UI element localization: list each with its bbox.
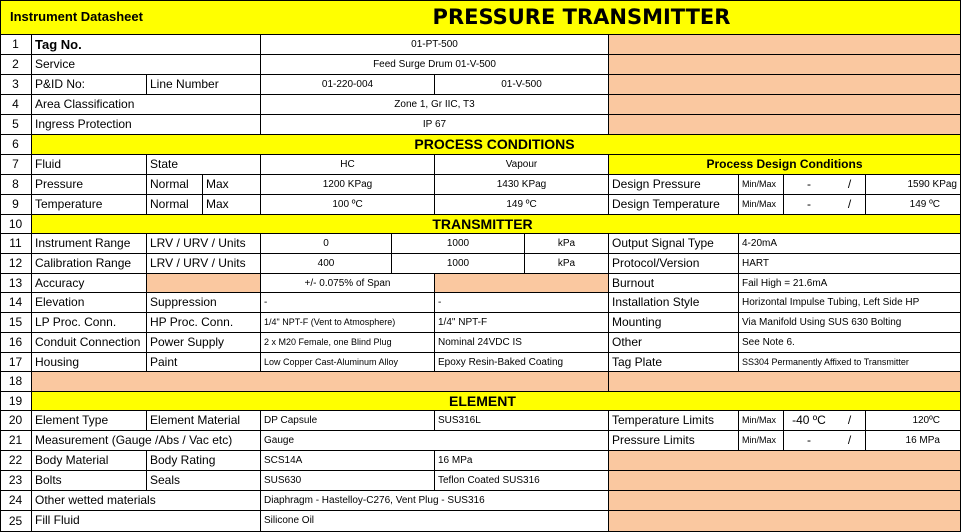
tag-plate-label: Tag Plate — [609, 353, 739, 372]
burnout-value[interactable]: Fail High = 21.6mA — [739, 274, 961, 293]
empty-cell[interactable] — [435, 274, 609, 293]
empty-cell[interactable] — [609, 35, 961, 55]
lp-proc-conn-value[interactable]: 1/4" NPT-F (Vent to Atmosphere) — [261, 313, 435, 333]
pressure-normal-label: Normal — [147, 175, 203, 195]
body-rating-value[interactable]: 16 MPa — [435, 451, 609, 471]
empty-cell[interactable] — [609, 491, 961, 511]
fill-fluid-label: Fill Fluid — [32, 511, 261, 532]
minmax-label: Min/Max — [739, 411, 784, 431]
row-number: 16 — [0, 333, 32, 353]
temperature-normal-value[interactable]: 100 ºC — [261, 195, 435, 215]
design-temperature-min[interactable]: - — [784, 195, 834, 215]
temperature-limits-min[interactable]: -40 ºC — [784, 411, 834, 431]
design-pressure-min[interactable]: - — [784, 175, 834, 195]
separator: / — [834, 195, 866, 215]
ingress-protection-value[interactable]: IP 67 — [261, 115, 609, 135]
pressure-max-value[interactable]: 1430 KPag — [435, 175, 609, 195]
state-label: State — [147, 155, 261, 175]
paint-label: Paint — [147, 353, 261, 372]
hp-proc-conn-value[interactable]: 1/4" NPT-F — [435, 313, 609, 333]
pressure-max-label: Max — [203, 175, 261, 195]
row-number: 3 — [0, 75, 32, 95]
pressure-limits-max[interactable]: 16 MPa — [866, 431, 961, 451]
measurement-value[interactable]: Gauge — [261, 431, 609, 451]
hp-proc-conn-label: HP Proc. Conn. — [147, 313, 261, 333]
tag-no-label: Tag No. — [32, 35, 261, 55]
section-element: ELEMENT — [32, 392, 961, 411]
design-temperature-max[interactable]: 149 ºC — [866, 195, 961, 215]
body-rating-label: Body Rating — [147, 451, 261, 471]
service-label: Service — [32, 55, 261, 75]
line-number-value[interactable]: 01-V-500 — [435, 75, 609, 95]
measurement-label: Measurement (Gauge /Abs / Vac etc) — [32, 431, 261, 451]
design-pressure-max[interactable]: 1590 KPag — [866, 175, 961, 195]
minmax-label: Min/Max — [739, 431, 784, 451]
empty-cell[interactable] — [609, 372, 961, 392]
other-wetted-materials-label: Other wetted materials — [32, 491, 261, 511]
area-classification-label: Area Classification — [32, 95, 261, 115]
pressure-limits-min[interactable]: - — [784, 431, 834, 451]
calibration-range-unit[interactable]: kPa — [525, 254, 609, 274]
temperature-limits-label: Temperature Limits — [609, 411, 739, 431]
installation-style-value[interactable]: Horizontal Impulse Tubing, Left Side HP — [739, 293, 961, 313]
lrv-urv-units-label: LRV / URV / Units — [147, 234, 261, 254]
row-number: 13 — [0, 274, 32, 293]
temperature-limits-max[interactable]: 120ºC — [866, 411, 961, 431]
fill-fluid-value[interactable]: Silicone Oil — [261, 511, 609, 532]
minmax-label: Min/Max — [739, 175, 784, 195]
row-number: 25 — [0, 511, 32, 532]
seals-label: Seals — [147, 471, 261, 491]
row-number: 2 — [0, 55, 32, 75]
empty-cell[interactable] — [609, 55, 961, 75]
conduit-connection-value[interactable]: 2 x M20 Female, one Blind Plug — [261, 333, 435, 353]
tag-plate-value[interactable]: SS304 Permanently Affixed to Transmitter — [739, 353, 961, 372]
calibration-range-lrv[interactable]: 400 — [261, 254, 392, 274]
tag-no-value[interactable]: 01-PT-500 — [261, 35, 609, 55]
instrument-range-label: Instrument Range — [32, 234, 147, 254]
service-value[interactable]: Feed Surge Drum 01-V-500 — [261, 55, 609, 75]
other-value[interactable]: See Note 6. — [739, 333, 961, 353]
power-supply-value[interactable]: Nominal 24VDC IS — [435, 333, 609, 353]
row-number: 23 — [0, 471, 32, 491]
separator: / — [834, 411, 866, 431]
row-number: 22 — [0, 451, 32, 471]
instrument-range-lrv[interactable]: 0 — [261, 234, 392, 254]
other-label: Other — [609, 333, 739, 353]
row-number: 17 — [0, 353, 32, 372]
elevation-value[interactable]: - — [261, 293, 435, 313]
row-number: 21 — [0, 431, 32, 451]
power-supply-label: Power Supply — [147, 333, 261, 353]
body-material-value[interactable]: SCS14A — [261, 451, 435, 471]
row-number: 19 — [0, 392, 32, 411]
pressure-normal-value[interactable]: 1200 KPag — [261, 175, 435, 195]
instrument-range-unit[interactable]: kPa — [525, 234, 609, 254]
calibration-range-label: Calibration Range — [32, 254, 147, 274]
empty-cell[interactable] — [609, 511, 961, 532]
row-number: 14 — [0, 293, 32, 313]
section-transmitter: TRANSMITTER — [32, 215, 961, 234]
element-type-label: Element Type — [32, 411, 147, 431]
paint-value[interactable]: Epoxy Resin-Baked Coating — [435, 353, 609, 372]
row-number: 7 — [0, 155, 32, 175]
protocol-value[interactable]: HART — [739, 254, 961, 274]
burnout-label: Burnout — [609, 274, 739, 293]
housing-label: Housing — [32, 353, 147, 372]
area-classification-value[interactable]: Zone 1, Gr IIC, T3 — [261, 95, 609, 115]
row-number: 10 — [0, 215, 32, 234]
output-signal-label: Output Signal Type — [609, 234, 739, 254]
fluid-value[interactable]: HC — [261, 155, 435, 175]
instrument-range-urv[interactable]: 1000 — [392, 234, 525, 254]
mounting-value[interactable]: Via Manifold Using SUS 630 Bolting — [739, 313, 961, 333]
pressure-limits-label: Pressure Limits — [609, 431, 739, 451]
row-number: 5 — [0, 115, 32, 135]
empty-cell[interactable] — [609, 471, 961, 491]
row-number: 8 — [0, 175, 32, 195]
ingress-protection-label: Ingress Protection — [32, 115, 261, 135]
minmax-label: Min/Max — [739, 195, 784, 215]
row-number: 1 — [0, 35, 32, 55]
fluid-label: Fluid — [32, 155, 147, 175]
element-type-value[interactable]: DP Capsule — [261, 411, 435, 431]
body-material-label: Body Material — [32, 451, 147, 471]
state-value[interactable]: Vapour — [435, 155, 609, 175]
temperature-max-value[interactable]: 149 ºC — [435, 195, 609, 215]
process-design-conditions-header: Process Design Conditions — [609, 155, 961, 175]
suppression-value[interactable]: - — [435, 293, 609, 313]
line-number-label: Line Number — [147, 75, 261, 95]
pid-value[interactable]: 01-220-004 — [261, 75, 435, 95]
row-number: 11 — [0, 234, 32, 254]
elevation-label: Elevation — [32, 293, 147, 313]
separator: / — [834, 175, 866, 195]
output-signal-value[interactable]: 4-20mA — [739, 234, 961, 254]
empty-cell[interactable] — [609, 95, 961, 115]
empty-cell[interactable] — [609, 75, 961, 95]
seals-value[interactable]: Teflon Coated SUS316 — [435, 471, 609, 491]
lrv-urv-units-label: LRV / URV / Units — [147, 254, 261, 274]
protocol-label: Protocol/Version — [609, 254, 739, 274]
element-material-value[interactable]: SUS316L — [435, 411, 609, 431]
row-number: 20 — [0, 411, 32, 431]
bolts-label: Bolts — [32, 471, 147, 491]
lp-proc-conn-label: LP Proc. Conn. — [32, 313, 147, 333]
row-number: 4 — [0, 95, 32, 115]
installation-style-label: Installation Style — [609, 293, 739, 313]
pid-label: P&ID No: — [32, 75, 147, 95]
bolts-value[interactable]: SUS630 — [261, 471, 435, 491]
empty-cell[interactable] — [609, 115, 961, 135]
accuracy-value[interactable]: +/- 0.075% of Span — [261, 274, 435, 293]
row-number: 18 — [0, 372, 32, 392]
accuracy-label: Accuracy — [32, 274, 147, 293]
row-number: 12 — [0, 254, 32, 274]
design-temperature-label: Design Temperature — [609, 195, 739, 215]
pressure-label: Pressure — [32, 175, 147, 195]
element-material-label: Element Material — [147, 411, 261, 431]
row-number: 6 — [0, 135, 32, 155]
section-process-conditions: PROCESS CONDITIONS — [32, 135, 961, 155]
calibration-range-urv[interactable]: 1000 — [392, 254, 525, 274]
mounting-label: Mounting — [609, 313, 739, 333]
conduit-connection-label: Conduit Connection — [32, 333, 147, 353]
separator: / — [834, 431, 866, 451]
housing-value[interactable]: Low Copper Cast-Aluminum Alloy — [261, 353, 435, 372]
datasheet-label: Instrument Datasheet — [0, 0, 390, 35]
design-pressure-label: Design Pressure — [609, 175, 739, 195]
temperature-normal-label: Normal — [147, 195, 203, 215]
empty-cell[interactable] — [147, 274, 261, 293]
suppression-label: Suppression — [147, 293, 261, 313]
page-title: PRESSURE TRANSMITTER — [390, 0, 961, 35]
row-number: 15 — [0, 313, 32, 333]
row-number: 9 — [0, 195, 32, 215]
row-number: 24 — [0, 491, 32, 511]
temperature-label: Temperature — [32, 195, 147, 215]
empty-cell[interactable] — [32, 372, 609, 392]
temperature-max-label: Max — [203, 195, 261, 215]
empty-cell[interactable] — [609, 451, 961, 471]
other-wetted-materials-value[interactable]: Diaphragm - Hastelloy-C276, Vent Plug - SUS316 — [261, 491, 609, 511]
